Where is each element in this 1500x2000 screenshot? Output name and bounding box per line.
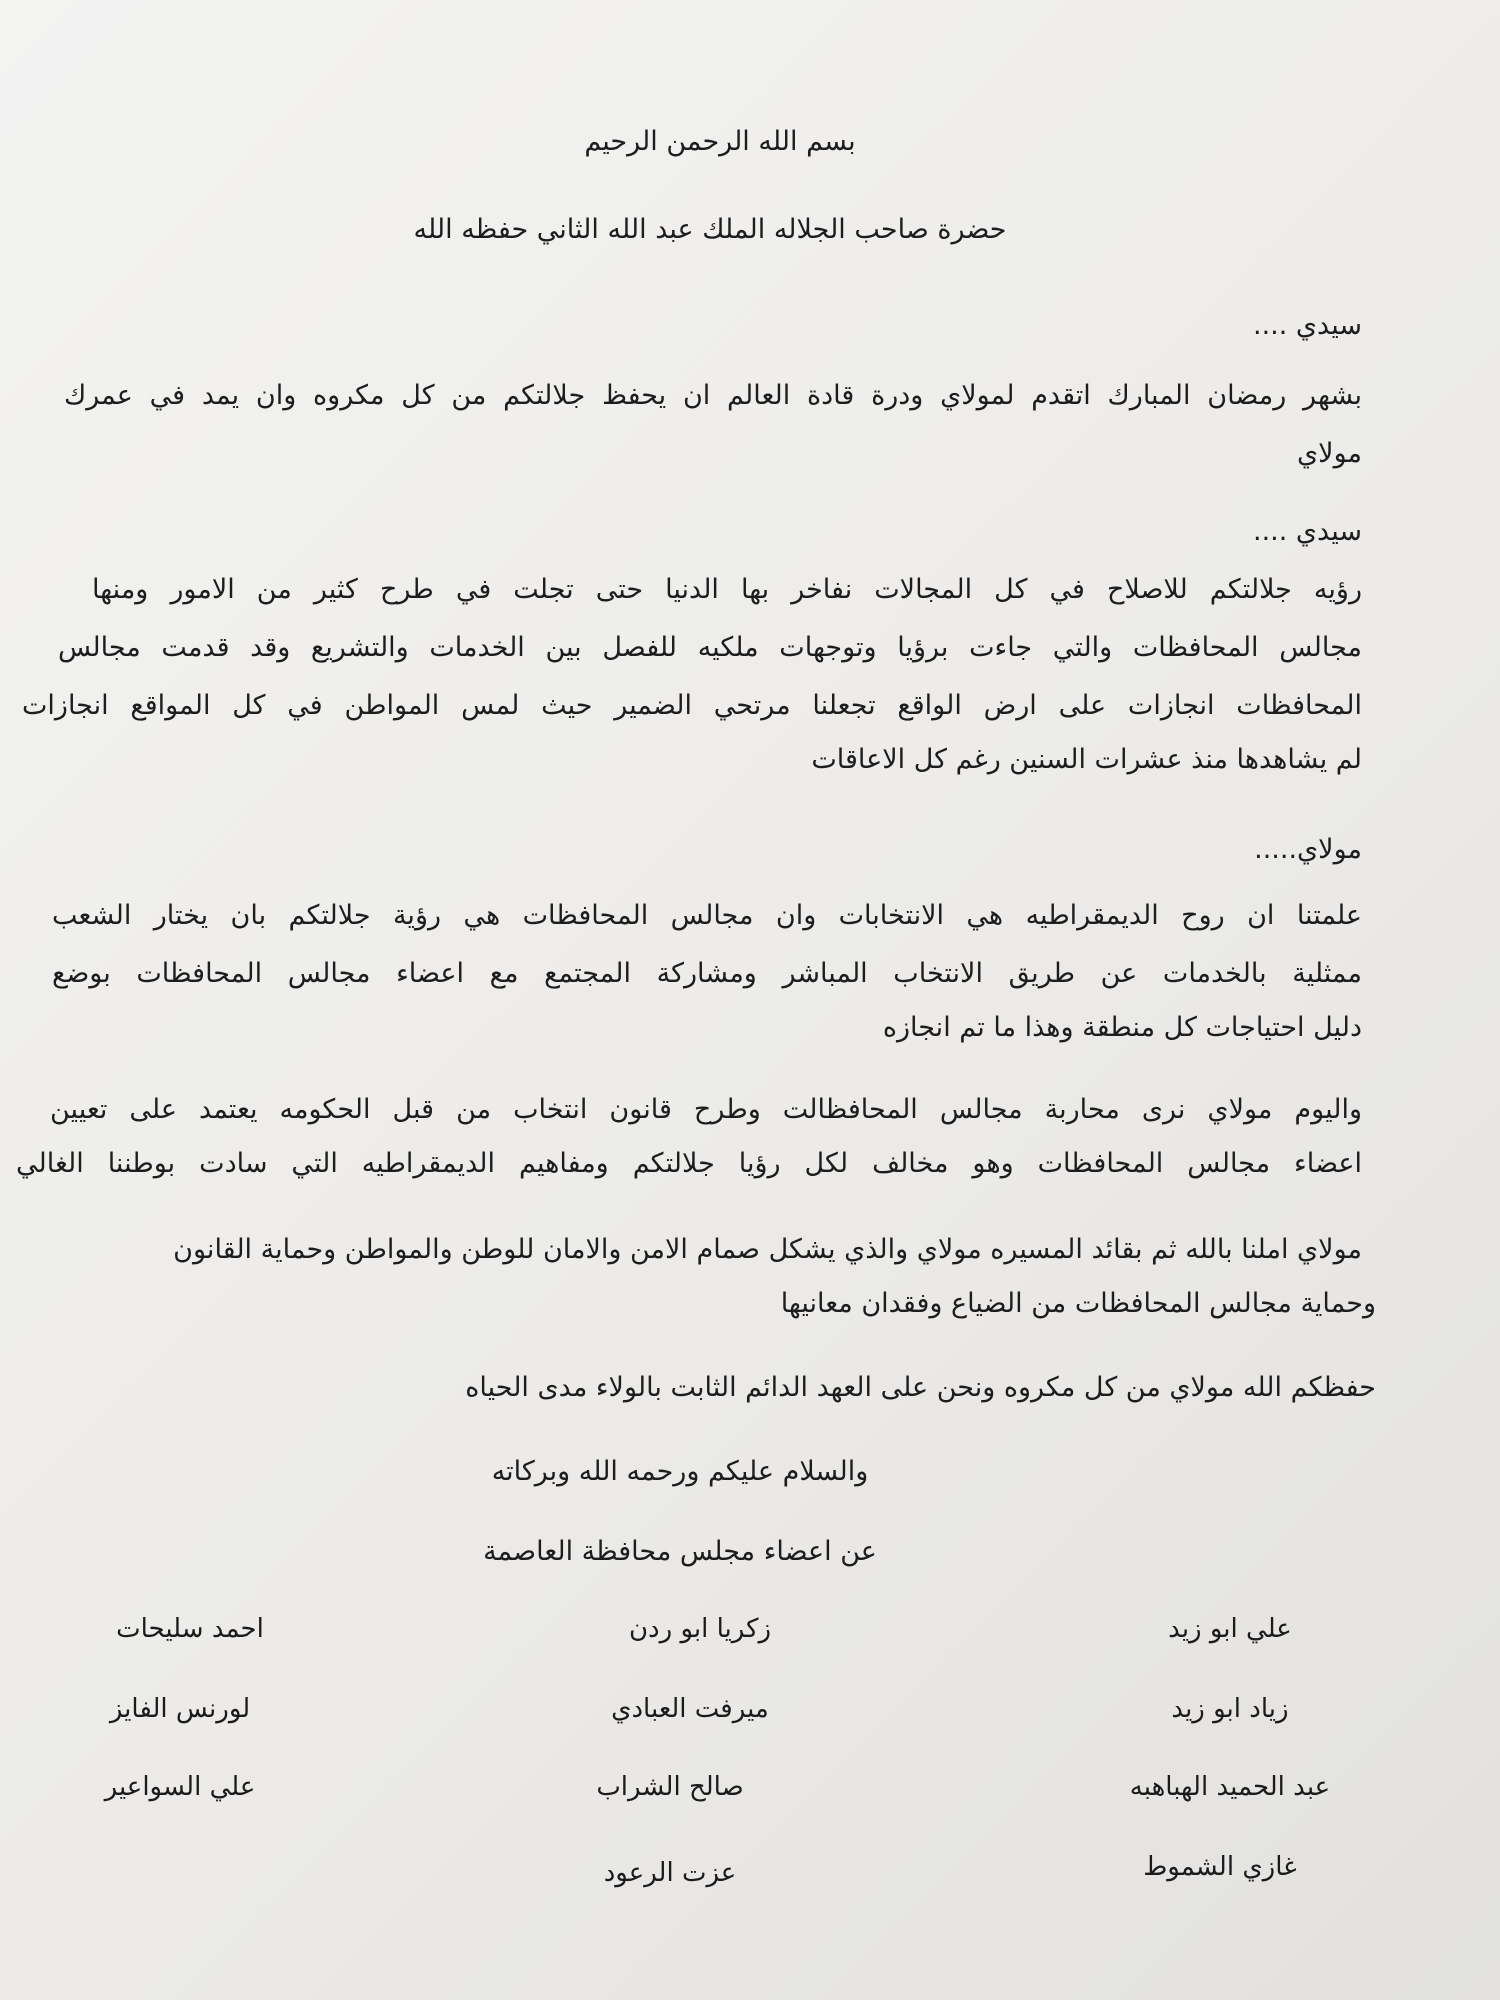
paragraph-1-line-2: مولاي [1297,438,1362,469]
signatory-left-1: احمد سليحات [116,1614,264,1644]
paragraph-4-line-1: واليوم مولاي نرى محاربة مجالس المحافظالت وطرح قانون انتخاب من قبل الحكومه يعتمد على تعيين [50,1094,1362,1125]
paragraph-2-line-2: مجالس المحافظات والتي جاءت برؤيا وتوجهات ملكيه للفصل بين الخدمات والتشريع وقد قدمت مجالس [58,632,1362,663]
paragraph-2-line-3: المحافظات انجازات على ارض الواقع تجعلنا مرتحي الضمير حيث لمس المواطن في كل المواقع انجازات [22,690,1362,721]
greeting: والسلام عليكم ورحمه الله وبركاته [491,1456,869,1487]
paragraph-5-line-2: وحماية مجالس المحافظات من الضياع وفقدان معانيها [780,1288,1376,1319]
signatory-middle-2: ميرفت العبادي [611,1694,769,1724]
signatory-right-1: علي ابو زيد [1168,1614,1292,1644]
addressee-heading: حضرة صاحب الجلاله الملك عبد الله الثاني حفظه الله [413,214,1007,245]
signatory-right-3: عبد الحميد الهباهبه [1129,1772,1331,1802]
from-council-line: عن اعضاء مجلس محافظة العاصمة [483,1536,877,1567]
paragraph-5-line-1: مولاي املنا بالله ثم بقائد المسيره مولاي والذي يشكل صمام الامن والامان للوطن والمواطن وحماية القانون [173,1234,1362,1265]
paragraph-3-line-1: علمتنا ان روح الديمقراطيه هي الانتخابات وان مجالس المحافظات هي رؤية جلالتكم بان يختار الشعب [52,900,1362,931]
signatory-middle-1: زكريا ابو ردن [628,1614,772,1644]
signatory-left-3: علي السواعير [104,1772,256,1802]
paragraph-2-line-1: رؤيه جلالتكم للاصلاح في كل المجالات نفاخر بها الدنيا حتى تجلت في طرح كثير من الامور ومنها [92,574,1362,605]
basmala: بسم الله الرحمن الرحيم [584,126,856,157]
paragraph-2-line-4: لم يشاهدها منذ عشرات السنين رغم كل الاعاقات [811,744,1362,775]
salutation-sidi-1: سيدي .... [1253,310,1362,341]
salutation-mawlay: مولاي..... [1254,834,1362,865]
paragraph-3-line-3: دليل احتياجات كل منطقة وهذا ما تم انجازه [882,1012,1362,1043]
salutation-sidi-2: سيدي .... [1253,516,1362,547]
paragraph-3-line-2: ممثلية بالخدمات عن طريق الانتخاب المباشر ومشاركة المجتمع مع اعضاء مجالس المحافظات بوضع [52,958,1362,989]
signatory-middle-3: صالح الشراب [596,1772,744,1802]
signatory-right-4: غازي الشموط [1143,1852,1297,1882]
paragraph-4-line-2: اعضاء مجالس المحافظات وهو مخالف لكل رؤيا جلالتكم ومفاهيم الديمقراطيه التي سادت بوطننا الغالي [16,1148,1362,1179]
closing-prayer: حفظكم الله مولاي من كل مكروه ونحن على العهد الدائم الثابت بالولاء مدى الحياه [465,1372,1376,1403]
signatory-left-2: لورنس الفايز [109,1694,251,1724]
signatory-middle-4: عزت الرعود [603,1858,737,1888]
signatory-right-2: زياد ابو زيد [1171,1694,1289,1724]
paragraph-1-line-1: بشهر رمضان المبارك اتقدم لمولاي ودرة قادة العالم ان يحفظ جلالتكم من كل مكروه وان يمد في عمرك [64,380,1362,411]
